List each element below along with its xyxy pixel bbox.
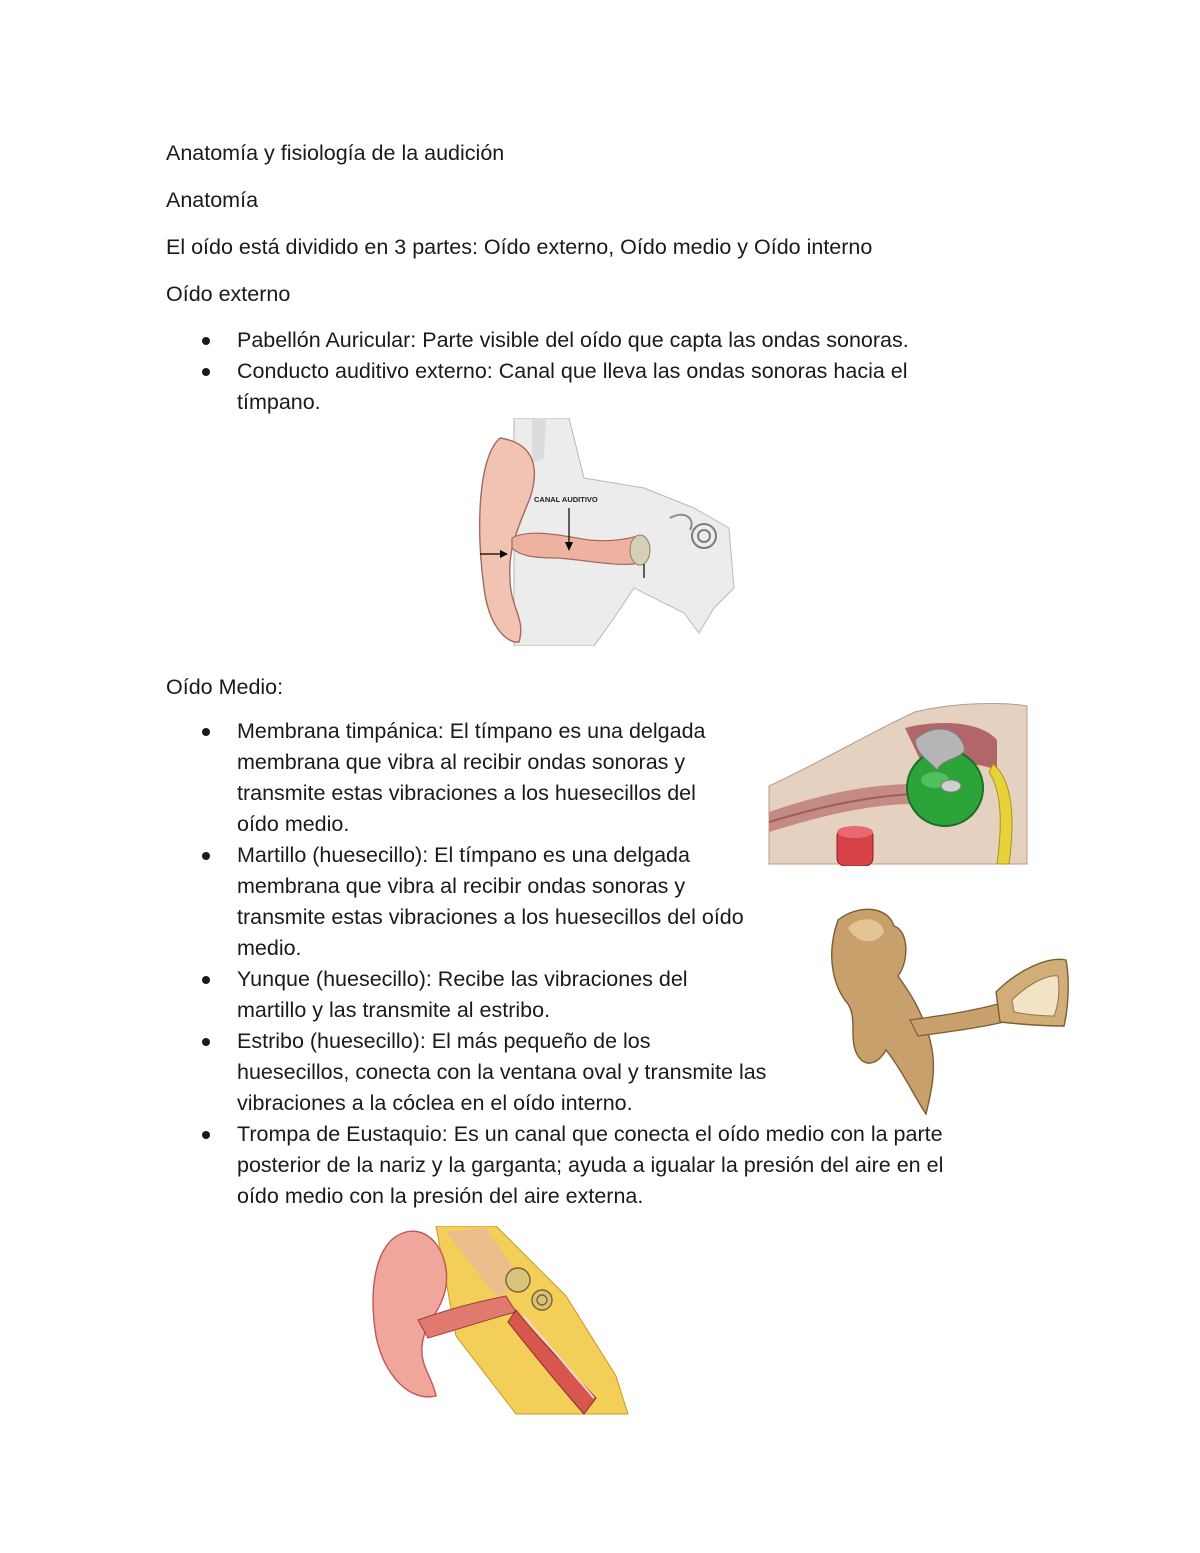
outer-ear-list xyxy=(166,325,909,418)
list-item-line: oído medio con la presión del aire externa. xyxy=(237,1184,644,1208)
list-item-line: posterior de la nariz y la garganta; ayuda a igualar la presión del aire en el xyxy=(237,1153,944,1177)
ear-canal-figure xyxy=(474,418,736,646)
list-item-line: Trompa de Eustaquio: Es un canal que conecta el oído medio con la parte xyxy=(237,1122,943,1146)
list-item-line: tímpano. xyxy=(237,390,321,414)
list-item-line: membrana que vibra al recibir ondas sonoras y xyxy=(237,874,686,898)
intro-paragraph: El oído está dividido en 3 partes: Oído externo, Oído medio y Oído interno xyxy=(166,235,873,259)
list-item-line: medio. xyxy=(237,936,302,960)
ear-canal-illustration xyxy=(474,418,736,646)
tympanic-membrane-illustration xyxy=(765,700,1030,866)
ear-cross-section-figure xyxy=(366,1226,631,1416)
list-item-line: Estribo (huesecillo): El más pequeño de los xyxy=(237,1029,651,1053)
list-item-line: vibraciones a la cóclea en el oído interno. xyxy=(237,1091,633,1115)
list-item xyxy=(166,356,909,418)
list-item-line: oído medio. xyxy=(237,812,350,836)
outer-ear-heading: Oído externo xyxy=(166,282,291,306)
list-item-line: transmite estas vibraciones a los huesecillos del xyxy=(237,781,696,805)
figure-label: CANAL AUDITIVO xyxy=(534,495,598,504)
list-item-line: Conducto auditivo externo: Canal que lleva las ondas sonoras hacia el xyxy=(237,359,908,383)
section-heading: Anatomía xyxy=(166,188,259,212)
list-item-line: Pabellón Auricular: Parte visible del oído que capta las ondas sonoras. xyxy=(237,328,909,352)
list-item xyxy=(166,325,909,356)
list-item-line: Martillo (huesecillo): El tímpano es una delgada xyxy=(237,843,690,867)
document-title: Anatomía y fisiología de la audición xyxy=(166,141,505,165)
list-item-line: Yunque (huesecillo): Recibe las vibraciones del xyxy=(237,967,688,991)
list-item-line: Membrana timpánica: El tímpano es una delgada xyxy=(237,719,706,743)
list-item xyxy=(166,1119,943,1212)
list-item-line: huesecillos, conecta con la ventana oval y transmite las xyxy=(237,1060,767,1084)
tympanic-membrane-figure xyxy=(765,700,1030,866)
list-item-line: transmite estas vibraciones a los huesecillos del oído xyxy=(237,905,744,929)
list-item-line: martillo y las transmite al estribo. xyxy=(237,998,551,1022)
ear-cross-section-illustration xyxy=(366,1226,631,1416)
ossicles-figure xyxy=(818,900,1070,1115)
ossicles-illustration xyxy=(818,900,1070,1115)
middle-ear-heading: Oído Medio: xyxy=(166,675,284,699)
list-item-line: membrana que vibra al recibir ondas sonoras y xyxy=(237,750,686,774)
